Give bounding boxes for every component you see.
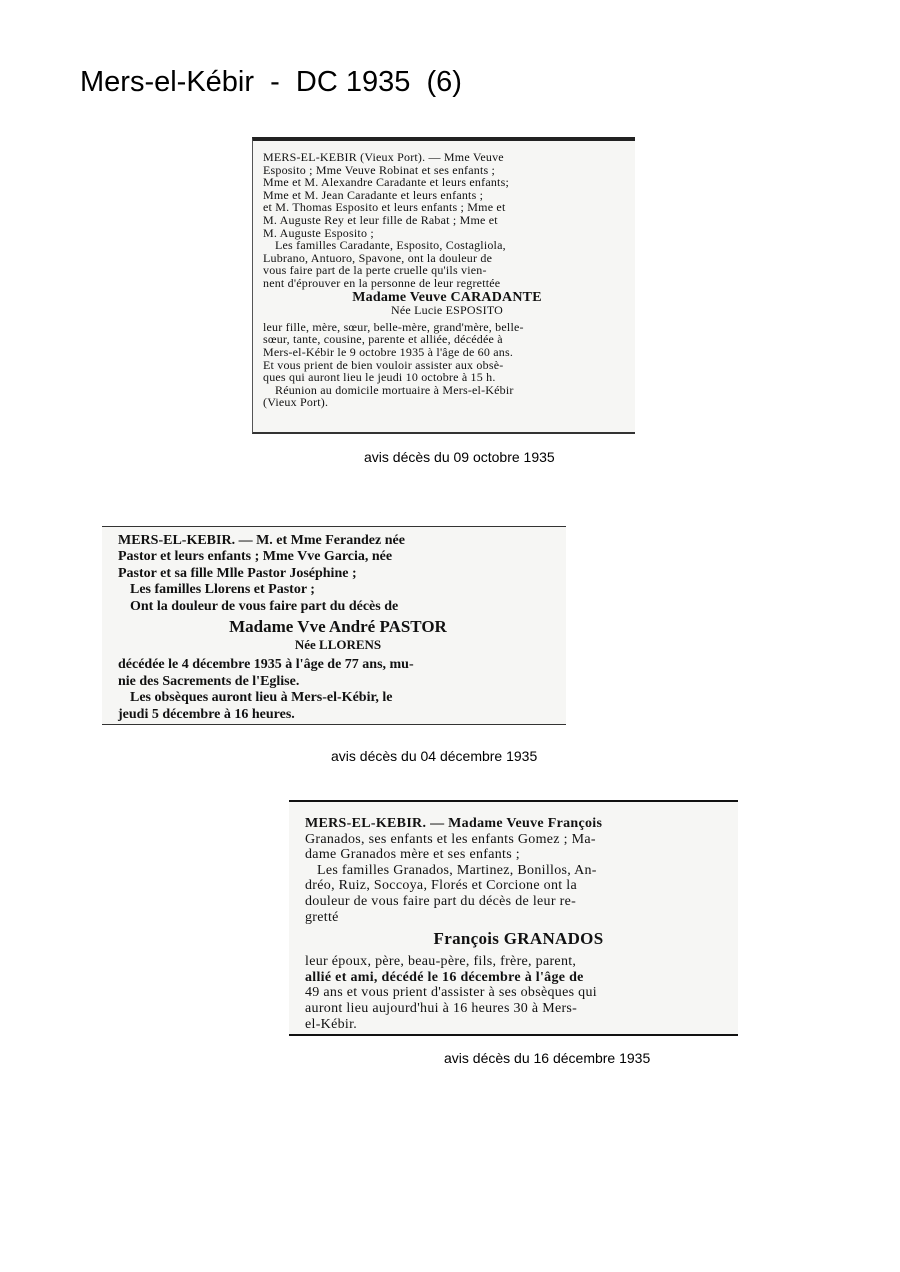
- notice-line: 49 ans et vous prient d'assister à ses obsèques qui: [305, 985, 597, 1001]
- notice-line: Les familles Granados, Martinez, Bonillos, An-: [317, 862, 597, 878]
- newspaper-clipping-caradante: [252, 137, 635, 434]
- notice-line: douleur de vous faire part du décès de leur re-: [305, 893, 577, 909]
- notice-line: Les familles Llorens et Pastor ;: [130, 582, 315, 598]
- clipping-caption: avis décès du 09 octobre 1935: [364, 449, 555, 465]
- notice-line: Pastor et sa fille Mlle Pastor Joséphine ;: [118, 565, 357, 581]
- notice-line: Pastor et leurs enfants ; Mme Vve Garcia, née: [118, 549, 393, 565]
- notice-line: allié et ami, décédé le 16 décembre à l'âge de: [305, 969, 584, 985]
- newspaper-clipping-granados: [289, 800, 738, 1036]
- notice-line: auront lieu aujourd'hui à 16 heures 30 à Mers-: [305, 1000, 578, 1016]
- notice-line: Granados, ses enfants et les enfants Gomez ; Ma-: [305, 831, 596, 847]
- page-title: Mers-el-Kébir - DC 1935 (6): [80, 66, 462, 98]
- notice-line: nie des Sacrements de l'Eglise.: [118, 673, 300, 689]
- notice-line: Et vous prient de bien vouloir assister aux obsè-: [263, 357, 504, 372]
- notice-line: Les obsèques auront lieu à Mers-el-Kébir, le: [130, 690, 393, 706]
- deceased-maiden-name: Née LLORENS: [294, 637, 382, 653]
- notice-line: MERS-EL-KEBIR. — M. et Mme Ferandez née: [118, 533, 405, 548]
- notice-line: Mme et M. Alexandre Caradante et leurs enfants;: [263, 175, 509, 190]
- notice-line: dame Granados mère et ses enfants ;: [305, 847, 520, 863]
- notice-line: ques qui auront lieu le jeudi 10 octobre à 15 h.: [263, 370, 496, 385]
- notice-line: et M. Thomas Esposito et leurs enfants ; Mme et: [263, 200, 506, 215]
- notice-line: (Vieux Port).: [263, 395, 329, 410]
- deceased-name: François GRANADOS: [433, 929, 604, 949]
- notice-line: jeudi 5 décembre à 16 heures.: [118, 706, 295, 722]
- notice-line: gretté: [305, 909, 339, 925]
- deceased-name: Madame Vve André PASTOR: [229, 617, 447, 637]
- notice-line: Les familles Caradante, Esposito, Costagliola,: [275, 238, 506, 253]
- notice-line: sœur, tante, cousine, parente et alliée, décédée à: [263, 332, 503, 347]
- notice-line: leur époux, père, beau-père, fils, frère, parent,: [305, 954, 577, 970]
- notice-line: Lubrano, Antuoro, Spavone, ont la douleur de: [263, 250, 493, 265]
- notice-line: MERS-EL-KEBIR (Vieux Port). — Mme Veuve: [263, 150, 504, 164]
- notice-line: dréo, Ruiz, Soccoya, Florés et Corcione ont la: [305, 878, 577, 894]
- notice-line: Mers-el-Kébir le 9 octobre 1935 à l'âge de 60 ans.: [263, 344, 514, 359]
- newspaper-clipping-pastor: [102, 526, 566, 725]
- notice-line: el-Kébir.: [305, 1016, 358, 1032]
- notice-line: leur fille, mère, sœur, belle-mère, grand'mère, belle-: [263, 319, 524, 334]
- notice-line: nent d'éprouver en la personne de leur regrettée: [263, 275, 501, 290]
- notice-line: MERS-EL-KEBIR. — Madame Veuve François: [305, 816, 603, 831]
- notice-line: M. Auguste Esposito ;: [263, 225, 374, 240]
- deceased-name: Madame Veuve CARADANTE: [352, 289, 542, 305]
- notice-line: Mme et M. Jean Caradante et leurs enfants ;: [263, 187, 484, 202]
- notice-line: Esposito ; Mme Veuve Robinat et ses enfants ;: [263, 162, 496, 177]
- clipping-caption: avis décès du 04 décembre 1935: [331, 748, 538, 764]
- notice-line: vous faire part de la perte cruelle qu'ils vien-: [263, 263, 487, 278]
- notice-line: Réunion au domicile mortuaire à Mers-el-Kébir: [275, 382, 514, 397]
- notice-line: M. Auguste Rey et leur fille de Rabat ; Mme et: [263, 212, 498, 227]
- notice-line: Ont la douleur de vous faire part du décès de: [130, 598, 399, 614]
- clipping-caption: avis décès du 16 décembre 1935: [444, 1050, 651, 1066]
- deceased-maiden-name: Née Lucie ESPOSITO: [390, 303, 504, 318]
- notice-line: décédée le 4 décembre 1935 à l'âge de 77 ans, mu-: [118, 657, 414, 673]
